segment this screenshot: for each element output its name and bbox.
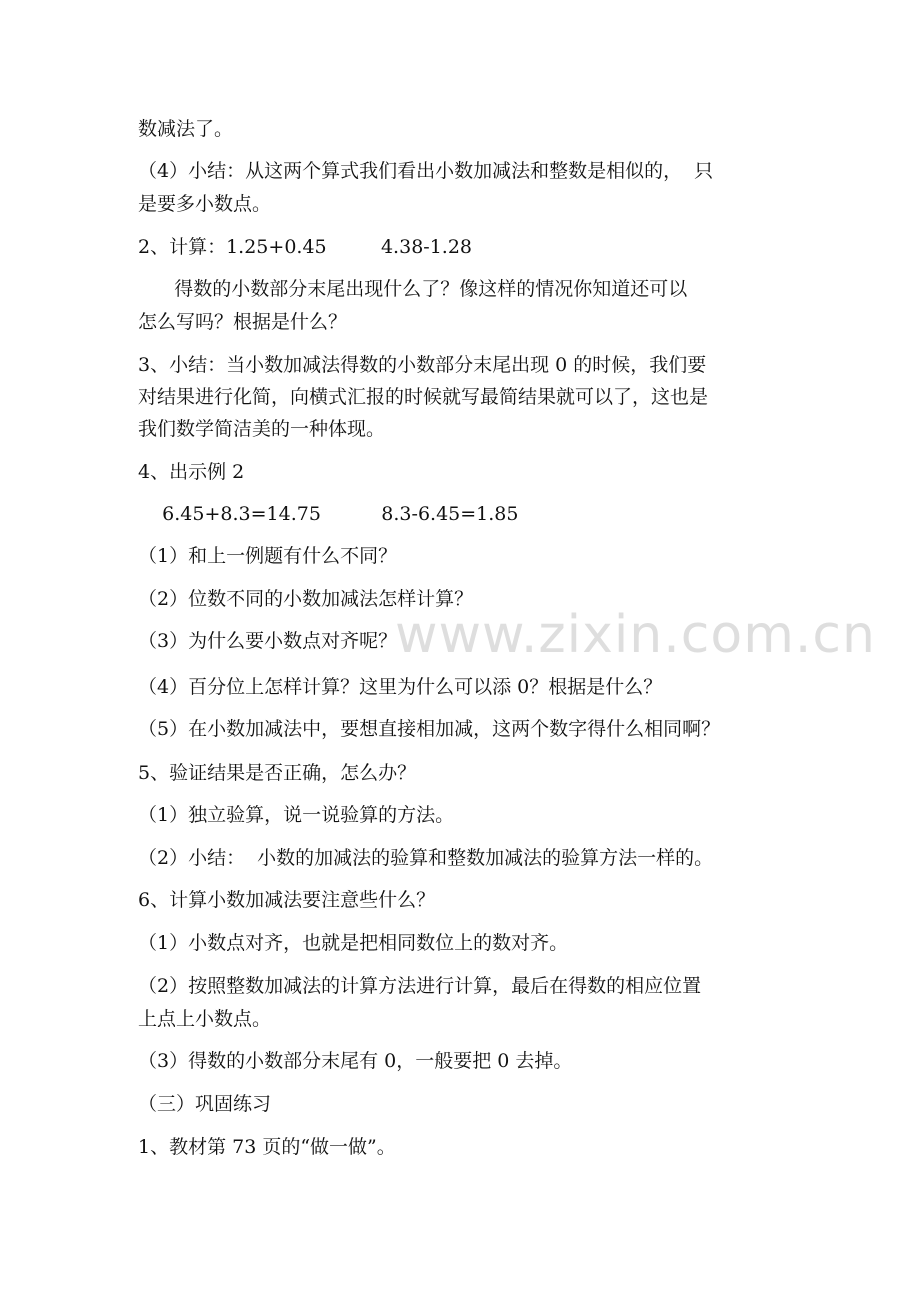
text-line: 6、计算小数加减法要注意些什么？ bbox=[138, 889, 436, 911]
text-line: 1、教材第 73 页的“做一做”。 bbox=[138, 1136, 396, 1158]
text-line: 得数的小数部分末尾出现什么了？像这样的情况你知道还可以 bbox=[138, 278, 688, 300]
text-line: 4、出示例 2 bbox=[138, 461, 245, 483]
text-line: （3）为什么要小数点对齐呢？ bbox=[138, 630, 398, 652]
text-line: 是要多小数点。 bbox=[138, 193, 272, 215]
text-line: （1）小数点对齐，也就是把相同数位上的数对齐。 bbox=[138, 932, 569, 954]
text-line: （4）百分位上怎样计算？这里为什么可以添 0？根据是什么？ bbox=[138, 676, 663, 698]
text-line: （4）小结：从这两个算式我们看出小数加减法和整数是相似的， 只 bbox=[138, 160, 714, 182]
text-line: 怎么写吗？根据是什么？ bbox=[138, 311, 348, 333]
watermark: www.zixin.com.cn bbox=[395, 605, 876, 665]
text-line: 2、计算：1.25+0.45 4.38-1.28 bbox=[138, 236, 473, 258]
text-line: 3、小结：当小数加减法得数的小数部分末尾出现 0 的时候，我们要 bbox=[138, 354, 707, 376]
text-line: 对结果进行化简，向横式汇报的时候就写最简结果就可以了，这也是 bbox=[138, 386, 709, 408]
text-line: （2）按照整数加减法的计算方法进行计算，最后在得数的相应位置 bbox=[138, 975, 702, 997]
text-line: （2）位数不同的小数加减法怎样计算？ bbox=[138, 588, 474, 610]
text-line: 数减法了。 bbox=[138, 118, 234, 140]
text-line: （1）独立验算，说一说验算的方法。 bbox=[138, 804, 455, 826]
text-line: 我们数学简洁美的一种体现。 bbox=[138, 418, 386, 440]
text-line: 5、验证结果是否正确，怎么办？ bbox=[138, 762, 417, 784]
text-line: （1）和上一例题有什么不同？ bbox=[138, 545, 398, 567]
text-line: 上点上小数点。 bbox=[138, 1008, 272, 1030]
text-line: （三）巩固练习 bbox=[138, 1093, 272, 1115]
text-line: （3）得数的小数部分末尾有 0，一般要把 0 去掉。 bbox=[138, 1050, 573, 1072]
text-line: （2）小结： 小数的加减法的验算和整数加减法的验算方法一样的。 bbox=[138, 847, 714, 869]
text-line: 6.45+8.3=14.75 8.3-6.45=1.85 bbox=[138, 503, 519, 525]
text-line: （5）在小数加减法中，要想直接相加减，这两个数字得什么相同啊？ bbox=[138, 718, 721, 740]
